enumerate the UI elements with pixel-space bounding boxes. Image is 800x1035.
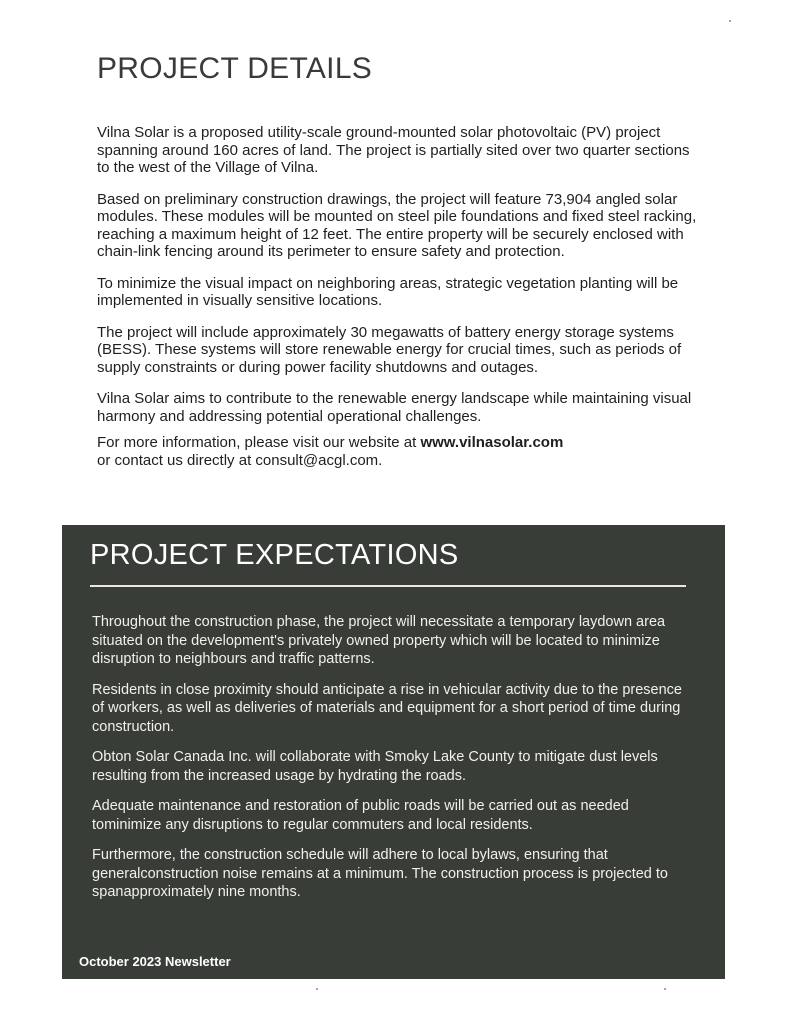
- details-paragraph: Vilna Solar is a proposed utility-scale ground-mounted solar photovoltaic (PV) project spanning around 160 acres of land. The project is partially sited over two quarter sections to the west of the Village of Vilna.: [97, 124, 690, 176]
- project-expectations-panel: [62, 525, 725, 979]
- expectations-paragraph: Throughout the construction phase, the project will necessitate a temporary laydown area situated on the development's privately owned property which will be located to minimize disruption to neighbours and traffic patterns.: [92, 614, 666, 667]
- project-details-section: [97, 52, 697, 483]
- project-expectations-title: PROJECT EXPECTATIONS: [90, 539, 459, 571]
- scan-speck: [729, 20, 731, 22]
- details-paragraph: Based on preliminary construction drawings, the project will feature 73,904 angled solar modules. These modules will be mounted on steel pile foundations and fixed steel racking, reaching a maximum height of 12 feet. The entire property will be securely enclosed with chain-link fencing around its perimeter to ensure safety and protection.: [97, 190, 697, 260]
- details-paragraph: Vilna Solar aims to contribute to the renewable energy landscape while maintaining visual harmony and addressing potential operational challenges.: [97, 390, 692, 425]
- expectations-paragraph: Obton Solar Canada Inc. will collaborate with Smoky Lake County to mitigate dust levels resulting from the increased usage by hydrating the roads.: [92, 749, 658, 784]
- expectations-paragraph: Residents in close proximity should anticipate a rise in vehicular activity due to the presence of workers, as well as deliveries of materials and equipment for a short period of time during construction.: [92, 681, 682, 735]
- expectations-body: [92, 613, 692, 914]
- website-link[interactable]: www.vilnasolar.com: [420, 434, 564, 451]
- scan-speck: [664, 988, 666, 990]
- scan-speck: [316, 988, 318, 990]
- expectations-paragraph: Furthermore, the construction schedule will adhere to local bylaws, ensuring that generalconstruction noise remains at a minimum. The construction process is projected to spanapproximately nine months.: [92, 847, 668, 900]
- contact-email-line: or contact us directly at consult@acgl.com.: [97, 451, 383, 469]
- project-details-title: PROJECT DETAILS: [97, 52, 373, 85]
- newsletter-date-label: October 2023 Newsletter: [79, 954, 231, 969]
- expectations-paragraph: Adequate maintenance and restoration of public roads will be carried out as needed tominimize any disruptions to regular commuters and local residents.: [92, 798, 629, 833]
- contact-prefix: For more information, please visit our website at: [97, 434, 421, 451]
- details-paragraph: To minimize the visual impact on neighboring areas, strategic vegetation planting will be implemented in visually sensitive locations.: [97, 274, 679, 309]
- contact-info: [97, 434, 697, 469]
- title-divider: [90, 585, 686, 587]
- details-paragraph: The project will include approximately 30 megawatts of battery energy storage systems (BESS). These systems will store renewable energy for crucial times, such as periods of supply constraints or during power facility shutdowns and outages.: [97, 323, 682, 376]
